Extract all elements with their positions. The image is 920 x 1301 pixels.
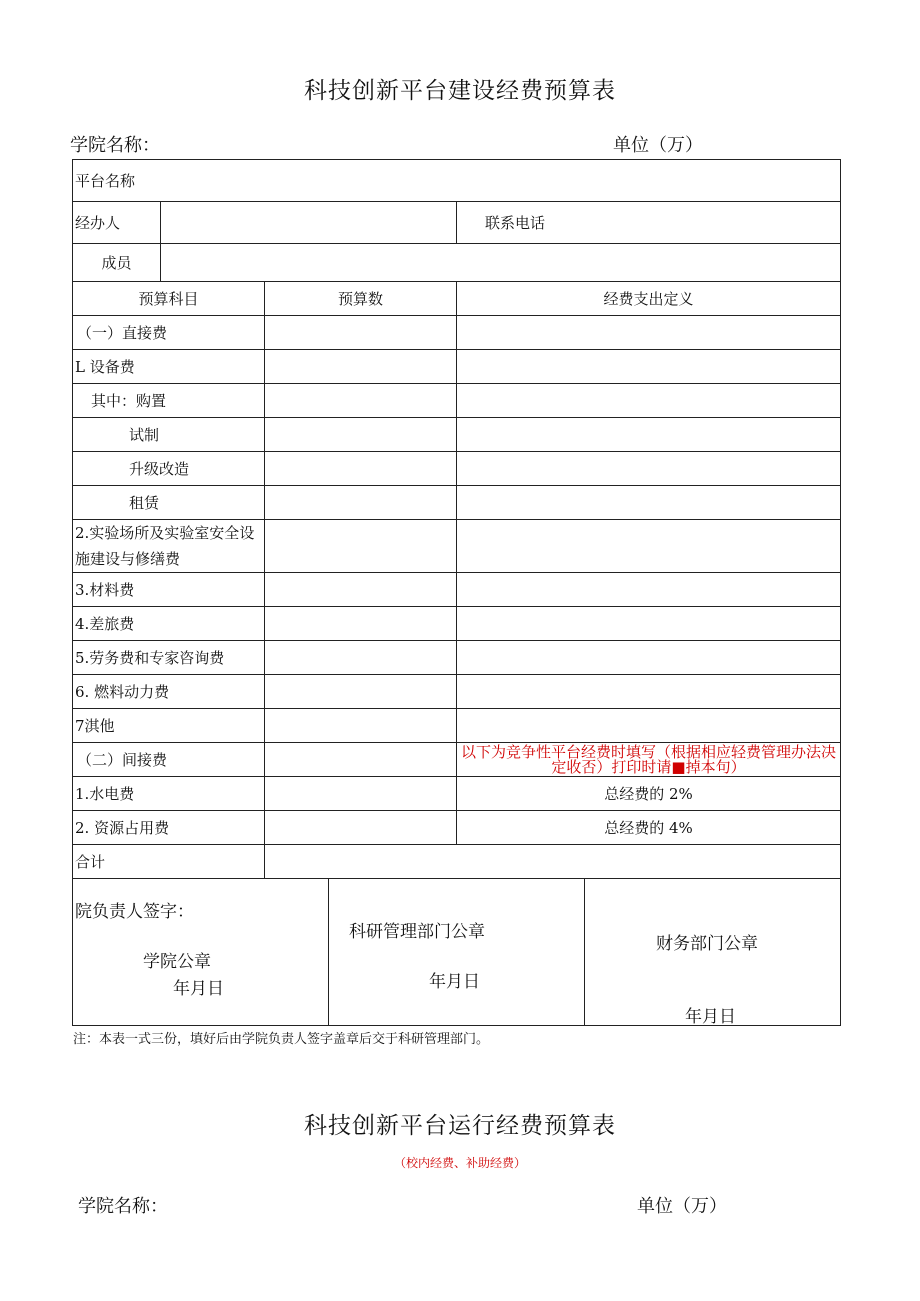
budget-amount-cell[interactable] — [265, 709, 457, 743]
research-date-label: 年月日 — [429, 972, 480, 992]
table-row — [73, 520, 841, 573]
finance-date-label: 年月日 — [685, 1007, 736, 1027]
budget-definition-cell[interactable] — [457, 486, 841, 520]
budget-subject: 租赁 — [73, 486, 265, 520]
table-row — [73, 607, 841, 641]
budget-definition-cell[interactable] — [457, 384, 841, 418]
dean-sign-label: 院负责人签字： — [75, 902, 194, 922]
college-name-label: 学院名称： — [70, 135, 160, 156]
college-seal-label: 学院公章 — [143, 952, 211, 972]
table-row — [73, 316, 841, 350]
table-row — [73, 641, 841, 675]
budget-definition-cell[interactable] — [457, 316, 841, 350]
unit-label: 单位（万） — [613, 135, 703, 156]
college-sign-cell[interactable] — [73, 879, 329, 1026]
budget-amount-cell[interactable] — [265, 607, 457, 641]
total-input[interactable] — [265, 845, 841, 879]
budget-subject: 4.差旅费 — [73, 607, 265, 641]
budget-definition-cell[interactable] — [457, 607, 841, 641]
budget-subject: （一）直接费 — [73, 316, 265, 350]
research-dept-cell[interactable] — [329, 879, 585, 1026]
handler-row — [73, 202, 841, 244]
table-row — [73, 452, 841, 486]
indirect-cost-instruction: 以下为竞争性平台经费时填写（根据相应轻费管理办法决定收否）打印时请■掉本句） — [457, 743, 841, 777]
footnote: 注：本表一式三份，填好后由学院负责人签字盖章后交于科研管理部门。 — [73, 1032, 490, 1047]
form1-title: 科技创新平台建设经费预算表 — [304, 78, 616, 104]
budget-subject: 6. 燃料动力费 — [73, 675, 265, 709]
table-row — [73, 777, 841, 811]
form2-college-name-label: 学院名称： — [78, 1196, 168, 1217]
form2-title: 科技创新平台运行经费预算表 — [304, 1113, 616, 1139]
budget-amount-cell[interactable] — [265, 675, 457, 709]
budget-amount-cell[interactable] — [265, 350, 457, 384]
form2-unit-label: 单位（万） — [637, 1196, 727, 1217]
finance-dept-cell[interactable] — [585, 879, 841, 1026]
signature-table — [72, 878, 841, 1026]
budget-amount-cell[interactable] — [265, 316, 457, 350]
research-seal-label: 科研管理部门公章 — [349, 922, 485, 942]
budget-amount-cell[interactable] — [265, 520, 457, 573]
table-row — [73, 384, 841, 418]
budget-subject: 升级改造 — [73, 452, 265, 486]
budget-amount-cell[interactable] — [265, 641, 457, 675]
table-row — [73, 709, 841, 743]
budget-amount-cell[interactable] — [265, 777, 457, 811]
budget-amount-cell[interactable] — [265, 486, 457, 520]
finance-seal-label: 财务部门公章 — [656, 934, 758, 954]
budget-amount-cell[interactable] — [265, 743, 457, 777]
budget-amount-cell[interactable] — [265, 418, 457, 452]
members-row — [73, 244, 841, 282]
budget-subject: （二）间接费 — [73, 743, 265, 777]
platform-name-row — [73, 160, 841, 202]
table-row — [73, 350, 841, 384]
members-input[interactable] — [161, 244, 841, 282]
header-row — [73, 282, 841, 316]
budget-subject: 1.水电费 — [73, 777, 265, 811]
budget-definition-cell[interactable] — [457, 452, 841, 486]
table-row — [73, 811, 841, 845]
header-definition: 经费支出定义 — [457, 282, 841, 316]
platform-name-label: 平台名称 — [73, 160, 841, 202]
members-label: 成员 — [73, 244, 161, 282]
budget-amount-cell[interactable] — [265, 452, 457, 486]
budget-subject: 其中：购置 — [73, 384, 265, 418]
budget-table — [72, 159, 841, 879]
table-row — [73, 486, 841, 520]
total-label: 合计 — [73, 845, 265, 879]
budget-definition-cell: 总经费的 2% — [457, 777, 841, 811]
budget-definition-cell[interactable] — [457, 350, 841, 384]
budget-subject: 7淇他 — [73, 709, 265, 743]
budget-amount-cell[interactable] — [265, 811, 457, 845]
header-amount: 预算数 — [265, 282, 457, 316]
total-row — [73, 845, 841, 879]
budget-amount-cell[interactable] — [265, 384, 457, 418]
handler-label: 经办人 — [73, 202, 161, 244]
phone-label: 联系电话 — [457, 202, 841, 244]
budget-subject: 3.材料费 — [73, 573, 265, 607]
budget-amount-cell[interactable] — [265, 573, 457, 607]
budget-subject: 5.劳务费和专家咨询费 — [73, 641, 265, 675]
budget-definition-cell[interactable] — [457, 641, 841, 675]
handler-input[interactable] — [161, 202, 457, 244]
budget-subject: 2. 资源占用费 — [73, 811, 265, 845]
budget-subject: 2.实验场所及实验室安全设施建设与修缮费 — [73, 520, 265, 573]
form2-subtitle: （校内经费、补助经费） — [393, 1156, 526, 1170]
budget-definition-cell[interactable] — [457, 418, 841, 452]
header-subject: 预算科目 — [73, 282, 265, 316]
college-date-label: 年月日 — [173, 979, 224, 999]
table-row — [73, 675, 841, 709]
budget-subject: 试制 — [73, 418, 265, 452]
table-row — [73, 573, 841, 607]
budget-subject: L 设备费 — [73, 350, 265, 384]
budget-definition-cell[interactable] — [457, 573, 841, 607]
budget-definition-cell[interactable] — [457, 709, 841, 743]
budget-definition-cell[interactable] — [457, 675, 841, 709]
table-row — [73, 418, 841, 452]
table-row — [73, 743, 841, 777]
budget-definition-cell: 总经费的 4% — [457, 811, 841, 845]
budget-definition-cell[interactable] — [457, 520, 841, 573]
